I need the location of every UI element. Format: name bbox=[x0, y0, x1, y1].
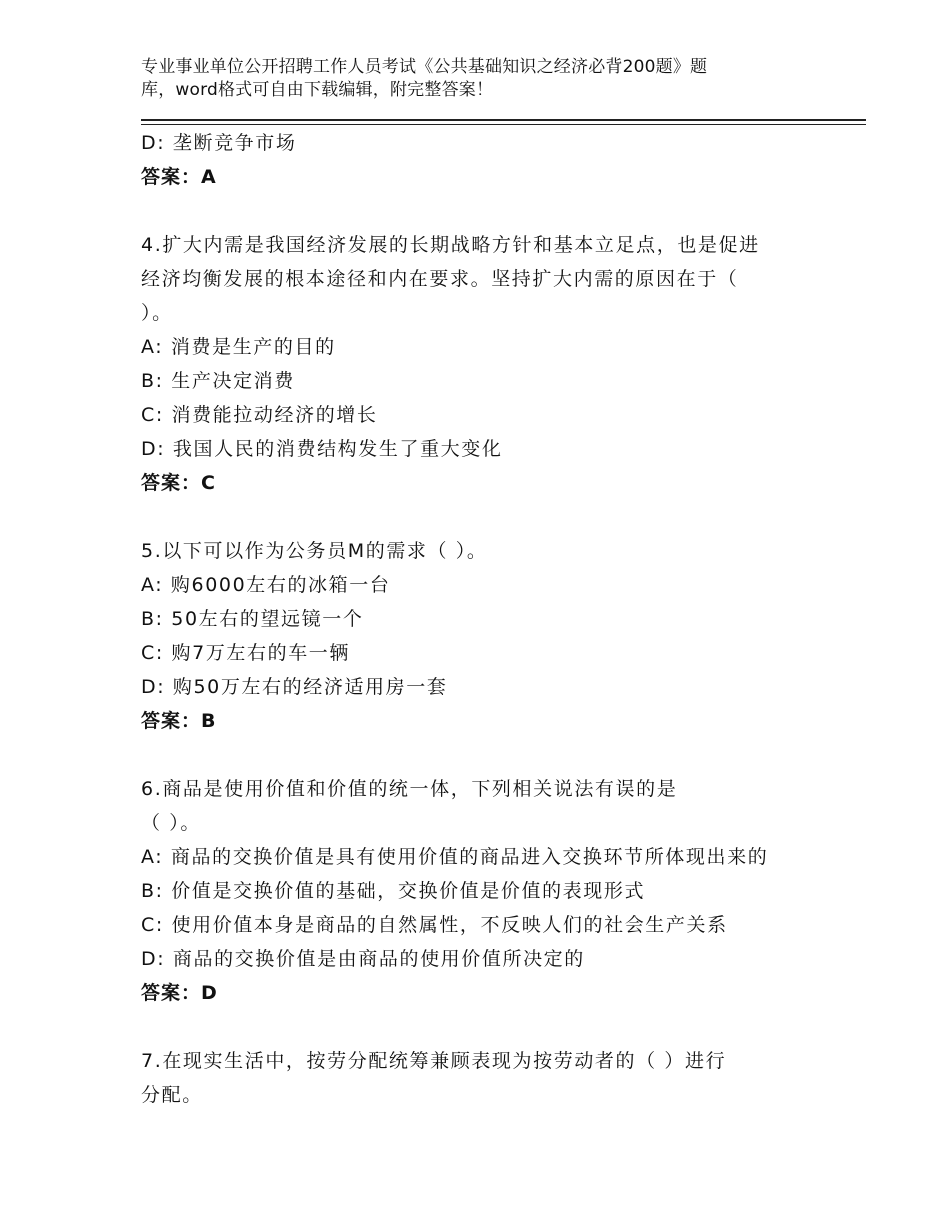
q4-option-a: A: 消费是生产的目的 bbox=[141, 336, 336, 358]
q4-option-d: D: 我国人民的消费结构发生了重大变化 bbox=[141, 438, 503, 460]
q5-stem-line-1: 5.以下可以作为公务员M的需求（ ）。 bbox=[141, 540, 488, 562]
q7-stem-line-1: 7.在现实生活中，按劳分配统筹兼顾表现为按劳动者的（ ）进行 bbox=[141, 1050, 727, 1072]
q4-answer: 答案：C bbox=[141, 472, 216, 494]
header-line-2: 库，word格式可自由下载编辑，附完整答案！ bbox=[141, 80, 494, 100]
question-5 bbox=[141, 534, 841, 738]
q6-stem-line-1: 6.商品是使用价值和价值的统一体，下列相关说法有误的是 bbox=[141, 778, 678, 800]
spacer bbox=[141, 738, 841, 772]
q4-option-b: B: 生产决定消费 bbox=[141, 370, 295, 392]
q6-option-d: D: 商品的交换价值是由商品的使用价值所决定的 bbox=[141, 948, 585, 970]
q6-option-a: A: 商品的交换价值是具有使用价值的商品进入交换环节所体现出来的 bbox=[141, 846, 769, 868]
q6-stem-line-2: （ ）。 bbox=[141, 812, 201, 834]
q3-answer: 答案：A bbox=[141, 166, 217, 188]
question-7 bbox=[141, 1044, 841, 1112]
q5-option-c: C: 购7万左右的车一辆 bbox=[141, 642, 350, 664]
spacer bbox=[141, 1010, 841, 1044]
q6-answer: 答案：D bbox=[141, 982, 218, 1004]
q4-option-c: C: 消费能拉动经济的增长 bbox=[141, 404, 378, 426]
question-content bbox=[141, 126, 841, 1112]
q5-option-d: D: 购50万左右的经济适用房一套 bbox=[141, 676, 448, 698]
document-header bbox=[141, 56, 781, 102]
header-rule-thick bbox=[141, 119, 866, 121]
spacer bbox=[141, 500, 841, 534]
q4-stem-line-1: 4.扩大内需是我国经济发展的长期战略方针和基本立足点，也是促进 bbox=[141, 234, 760, 256]
q4-stem-line-2: 经济均衡发展的根本途径和内在要求。坚持扩大内需的原因在于（ bbox=[141, 268, 739, 290]
q6-option-c: C: 使用价值本身是商品的自然属性，不反映人们的社会生产关系 bbox=[141, 914, 728, 936]
q5-option-a: A: 购6000左右的冰箱一台 bbox=[141, 574, 391, 596]
q5-answer: 答案：B bbox=[141, 710, 217, 732]
q6-option-b: B: 价值是交换价值的基础，交换价值是价值的表现形式 bbox=[141, 880, 646, 902]
question-3-tail bbox=[141, 126, 841, 194]
q7-stem-line-2: 分配。 bbox=[141, 1084, 203, 1106]
q4-stem-line-3: ）。 bbox=[141, 302, 173, 324]
spacer bbox=[141, 194, 841, 228]
q3-option-d: D: 垄断竞争市场 bbox=[141, 132, 297, 154]
header-rule-thin bbox=[141, 124, 866, 125]
header-line-1: 专业事业单位公开招聘工作人员考试《公共基础知识之经济必背200题》题 bbox=[141, 57, 708, 77]
question-6 bbox=[141, 772, 841, 1010]
question-4 bbox=[141, 228, 841, 500]
q5-option-b: B: 50左右的望远镜一个 bbox=[141, 608, 364, 630]
